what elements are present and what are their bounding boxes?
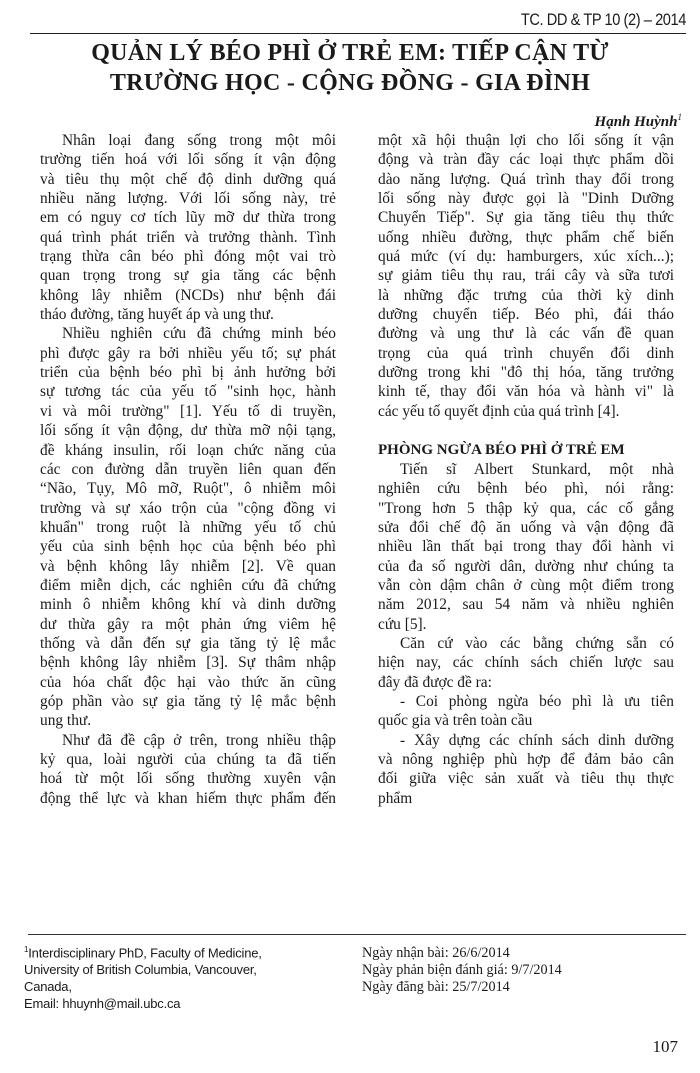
text-line: "Trong hơn 5 thập kỷ qua, các cố gắng <box>378 499 674 517</box>
footnote-mark: 1 <box>24 945 29 954</box>
text-line: quá trình phát triển và trưởng thành. Tình <box>40 228 336 246</box>
text-line: quốc gia và trên toàn cầu <box>378 712 533 730</box>
text-line: đây đã được đề ra: <box>378 673 492 691</box>
text-line: phẩm <box>378 789 413 807</box>
text-line: thống và dẫn đến sự gia tăng tỷ lệ mắc <box>40 634 336 652</box>
article-dates <box>362 945 562 996</box>
section-heading: PHÒNG NGỪA BÉO PHÌ Ở TRẺ EM <box>378 441 625 458</box>
text-line: triển của bệnh béo phì bị ảnh hưởng bởi <box>40 364 336 382</box>
text-line: Nhân loại đang sống trong một môi <box>62 132 336 149</box>
text-line: nhiều lần thất bại trong thay đổi hành vi <box>378 538 674 556</box>
date-published: Ngày đăng bài: 25/7/2014 <box>362 979 510 995</box>
text-line: - Coi phòng ngừa béo phì là ưu tiên <box>400 692 674 710</box>
text-line: hoá từ một lối sống thường xuyên vận <box>40 770 336 788</box>
header-rule <box>30 33 686 34</box>
text-line: em có nguy cơ tích lũy mỡ dư thừa trong <box>40 209 336 227</box>
right-column <box>378 131 674 808</box>
page-number: 107 <box>652 1037 678 1056</box>
text-line: cứu [5]. <box>378 615 427 633</box>
text-line: trạng thừa cân béo phì đóng một vai trò <box>40 248 336 266</box>
text-line: ung thư. <box>40 712 92 730</box>
text-line: nghiên cứu bệnh béo phì, nói rằng: <box>378 480 674 498</box>
text-line: điểm miễn dịch, các nghiên cứu đã chứng <box>40 576 336 594</box>
date-reviewed: Ngày phản biện đánh giá: 9/7/2014 <box>362 962 562 978</box>
text-line: bệnh không lây nhiễm [3]. Sự thâm nhập <box>40 654 336 672</box>
text-line: quan trọng trong sự gia tăng các bệnh <box>40 267 336 285</box>
text-line: năm 2012, sau 54 năm và nhiều nghiên <box>378 596 674 614</box>
text-line: dào năng lượng. Quá trình thay đổi trong <box>378 170 674 188</box>
text-line: kinh tế, thay đổi văn hóa và hành vi" là <box>378 383 674 401</box>
text-line: trường và sự xáo trộn của "cộng đồng vi <box>40 499 336 517</box>
text-line: Chuyển Tiếp". Sự gia tăng tiêu thụ thức <box>378 209 674 227</box>
text-line: và tiêu thụ một chế độ dinh dưỡng quá <box>40 170 336 188</box>
footnote <box>24 941 262 1012</box>
footnote-line: Canada, <box>24 979 72 995</box>
footnote-rule <box>28 934 686 935</box>
text-line: khuẩn" trong ruột là những yếu tố chủ <box>40 518 336 536</box>
title-line-1: QUẢN LÝ BÉO PHÌ Ở TRẺ EM: TIẾP CẬN TỪ <box>91 40 609 66</box>
text-line: sự tương tác của yếu tố "sinh học, hành <box>40 383 336 401</box>
journal-header: TC. DD & TP 10 (2) – 2014 <box>520 10 686 29</box>
text-line: Tiến sĩ Albert Stunkard, một nhà <box>400 460 674 478</box>
text-line: sửa đổi chế độ ăn uống và vận động đã <box>378 518 674 536</box>
text-line: không lây nhiễm (NCDs) như bệnh đái <box>40 286 336 304</box>
text-line: đề kháng insulin, rối loạn chức năng của <box>40 441 336 459</box>
footnote-line: University of British Columbia, Vancouver, <box>24 962 257 978</box>
text-line: tháo đường, tăng huyết áp và ung thư. <box>40 306 274 324</box>
author-footnote-mark: 1 <box>677 112 682 122</box>
article-title <box>20 38 680 98</box>
date-received: Ngày nhận bài: 26/6/2014 <box>362 945 510 961</box>
text-line: là những đặc trưng của thời kỳ dinh <box>378 286 674 304</box>
text-line: yếu của sinh bệnh học của bệnh béo phì <box>40 538 336 556</box>
text-line: lối sống ít vận động, dư thừa mỡ nội tạng, <box>40 422 336 440</box>
paragraph-gap <box>378 421 674 440</box>
text-line: đường và ung thư là các vấn đề quan <box>378 325 674 343</box>
text-line: và nông nghiệp phù hợp để đảm bảo cân <box>378 751 674 768</box>
text-line: các con đường dẫn truyền liên quan đến <box>40 460 336 478</box>
text-line: đối giữa việc sản xuất và tiêu thụ thực <box>378 770 674 788</box>
text-line: hiện nay, các chính sách chiến lược sau <box>378 654 674 672</box>
text-line: Căn cứ vào các bằng chứng sẵn có <box>400 634 674 652</box>
text-line: Như đã đề cập ở trên, trong nhiều thập <box>62 731 336 749</box>
text-line: động và tràn đầy các loại thực phẩm dồi <box>378 151 674 169</box>
text-line: vẫn còn dậm chân ở cùng một điểm trong <box>378 576 674 594</box>
text-line: của đa số người dân, dường như chúng ta <box>378 557 674 575</box>
text-line: quá mức (ví dụ: hamburgers, xúc xích...); <box>378 248 674 266</box>
text-line: - Xây dựng các chính sách dinh dưỡng <box>400 731 674 749</box>
footnote-line: $^1$Interdisciplinary PhD, Faculty of Medicine, <box>24 945 262 961</box>
text-line: kỷ qua, loài người của chúng ta đã tiến <box>40 751 336 768</box>
author <box>595 112 682 131</box>
text-line: uống nhiều đường, thực phẩm chế biến <box>378 228 674 246</box>
text-line: “Não, Tụy, Mô mỡ, Ruột", ô nhiễm môi <box>40 480 336 498</box>
text-line: minh ô nhiễm không khí và dinh dưỡng <box>40 596 336 614</box>
text-line: các yếu tố quyết định của quá trình [4]. <box>378 402 620 420</box>
text-line: của hóa chất độc hại vào thức ăn cũng <box>40 673 336 691</box>
text-line: động thể lực và khan hiếm thực phẩm đến <box>40 789 336 807</box>
text-line: dư thừa gây ra một phản ứng viêm hệ <box>40 615 336 633</box>
text-line: nhiều năng lượng. Với lối sống này, trẻ <box>40 190 336 208</box>
text-line: Nhiều nghiên cứu đã chứng minh béo <box>62 325 336 343</box>
text-line: vi và môi trường" [1]. Yếu tố di truyền, <box>40 402 336 420</box>
text-line: lối sống này được gọi là "Dinh Dưỡng <box>378 190 674 208</box>
text-line: góp phần vào sự gia tăng tỷ lệ mắc bệnh <box>40 692 336 710</box>
text-line: một xã hội thuận lợi cho lối sống ít vận <box>378 132 674 149</box>
author-name: Hạnh Huỳnh <box>594 114 678 130</box>
text-line: và bệnh không lây nhiễm [2]. Về quan <box>40 557 336 575</box>
text-line: sự giảm tiêu thụ rau, trái cây và sữa tươi <box>378 267 674 285</box>
text-line: trường tiến hoá với lối sống ít vận động <box>40 151 336 169</box>
text-line: phì được gây ra bởi nhiều yếu tố; sự phát <box>40 344 336 362</box>
title-line-2: TRƯỜNG HỌC - CỘNG ĐỒNG - GIA ĐÌNH <box>109 70 591 96</box>
text-line: dưỡng chuyển tiếp. Béo phì, đái tháo <box>378 306 674 324</box>
footnote-email[interactable]: Email: hhuynh@mail.ubc.ca <box>24 996 181 1012</box>
text-line: trọng của quá trình chuyển đổi dinh <box>378 344 674 362</box>
left-column <box>40 131 336 808</box>
text-line: dưỡng trong khi "đô thị hóa, tăng trưởng <box>378 364 674 382</box>
